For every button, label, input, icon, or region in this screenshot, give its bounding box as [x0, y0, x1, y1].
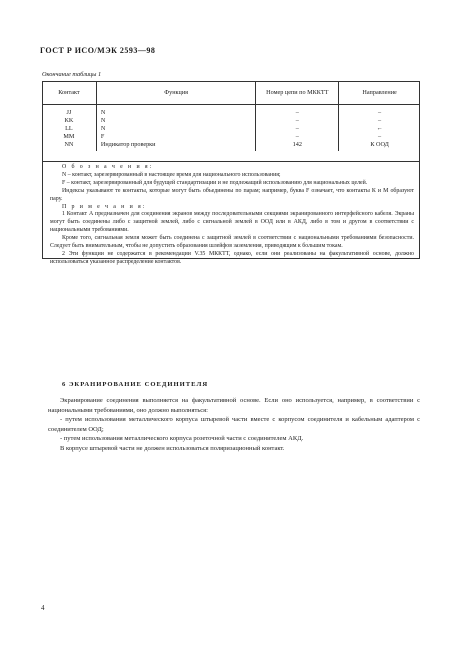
column-header-function: Функция	[96, 81, 256, 105]
remark-1: 1 Контакт А предназначен для соединения экранов между последовательными секциями экранированного интерфейсного кабеля. Экраны могут быть соединены либо с защитной землей, либо с сигнальной землей в ООД или в АКД, либо в том и другом в соответствии с национальными требованиями.	[50, 211, 414, 234]
table-cell: –	[295, 117, 299, 124]
table-cell: MM	[63, 133, 75, 140]
direction-column	[339, 105, 420, 149]
table-cell: KK	[64, 117, 74, 124]
paragraph: - путем использования металлического корпуса штыревой части вместе с корпусом соединителя и кабельным адаптером с соединителем ООД;	[48, 416, 420, 433]
table-header-row	[42, 81, 420, 105]
table-cell: 142	[292, 141, 302, 148]
table-cell: F	[100, 133, 105, 140]
contacts-table	[42, 81, 420, 151]
table-cell: –	[295, 109, 299, 116]
paragraph: Экранирование соединения выполняется на факультативной основе. Если оно используется, например, в соответствии с национальными требованиями, оно должно выполняться:	[48, 397, 420, 414]
table-cell: –	[295, 133, 299, 140]
table-body-row	[42, 105, 420, 152]
table-cell: –	[295, 125, 299, 132]
table-cell: JJ	[66, 109, 72, 116]
column-header-direction: Направление	[339, 81, 420, 105]
legend-heading: О б о з н а ч е н и я:	[62, 164, 154, 170]
table-notes	[50, 164, 414, 267]
table-cell: N	[100, 117, 106, 124]
table-caption: Окончание таблицы 1	[42, 71, 102, 78]
column-header-circuit: Номер цепи по МККТТ	[256, 81, 339, 105]
table-cell: К ООД	[370, 141, 389, 148]
indices-note: Индексы указывают те контакты, которые могут быть объединены по парам; например, буква F означает, что контакты К и М образуют пару.	[50, 187, 414, 202]
table-cell: –	[378, 133, 382, 140]
legend-f: F – контакт, зарезервированный для будущей стандартизации и не подлежащий использованию для национальных целей.	[62, 179, 368, 186]
circuit-column	[256, 105, 338, 149]
standard-code: ГОСТ Р ИСО/МЭК 2593—98	[40, 46, 156, 55]
table-cell: ←	[376, 125, 383, 132]
table-cell: N	[100, 125, 106, 132]
table-cell: –	[378, 117, 382, 124]
remark-2: 2 Эти функции не содержатся в рекомендации V.35 МККТТ, однако, если они реализованы на факультативной основе, должно использоваться указанное распределение контактов.	[50, 250, 414, 265]
column-header-contact: Контакт	[42, 81, 96, 105]
section-body	[48, 396, 420, 454]
paragraph: - путем использования металлического корпуса розеточной части с соединителем АКД.	[60, 435, 304, 443]
legend-n: N – контакт, зарезервированный в настоящее время для национального использования;	[62, 171, 281, 178]
contact-column	[42, 105, 96, 149]
function-column	[97, 105, 256, 149]
section-title: 6 ЭКРАНИРОВАНИЕ СОЕДИНИТЕЛЯ	[62, 381, 209, 388]
table-cell: N	[100, 109, 106, 116]
notes-divider	[42, 161, 420, 162]
table-cell: –	[378, 109, 382, 116]
remark-1-continued: Кроме того, сигнальная земля может быть соединена с защитной землей в соответствии с национальными требованиями безопасности. Следует быть внимательным, чтобы не допустить образования шлейфов заземления, приводящим к большим токам.	[50, 235, 414, 250]
paragraph: В корпусе штыревой части не должен использоваться поляризационный контакт.	[60, 444, 285, 452]
table-cell: Индикатор проверки	[100, 141, 156, 148]
remarks-heading: П р и м е ч а н и я:	[62, 203, 147, 210]
table-cell: NN	[64, 141, 74, 148]
page-number: 4	[41, 604, 45, 612]
table-cell: LL	[65, 125, 73, 132]
